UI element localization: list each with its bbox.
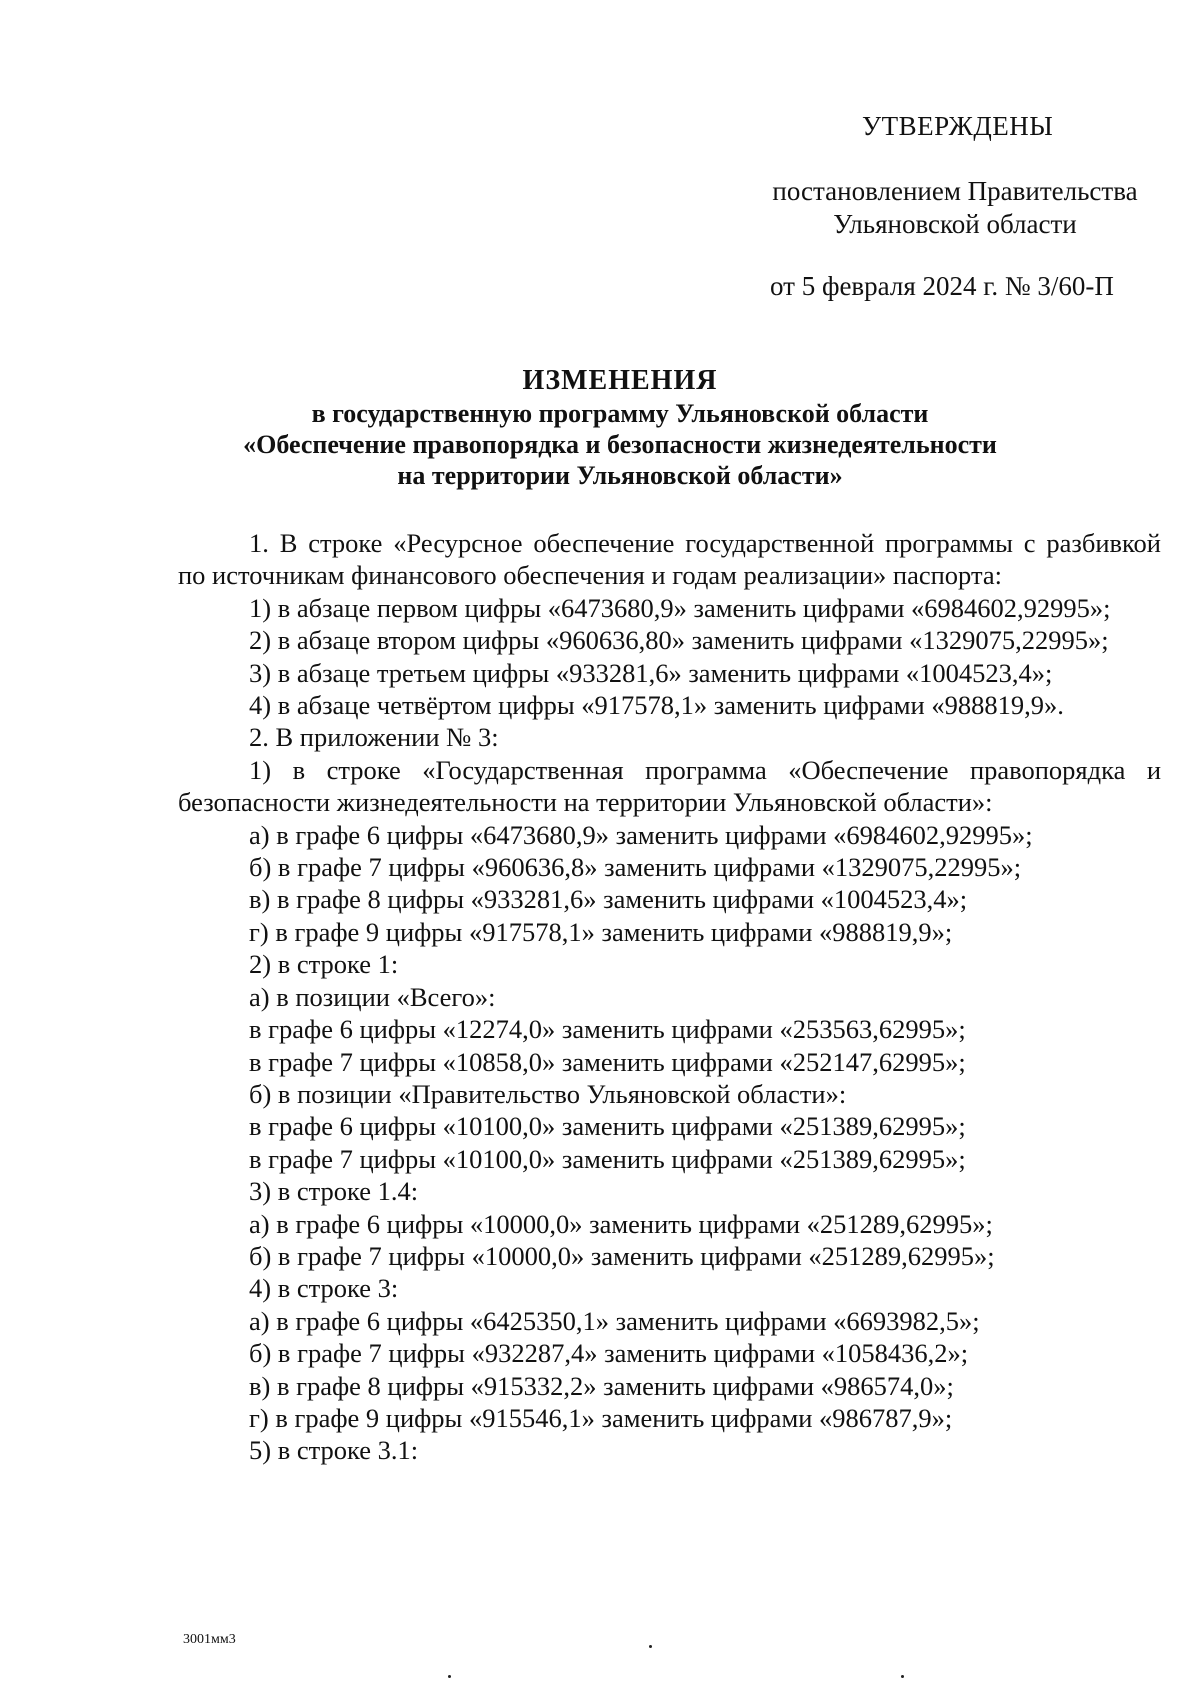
- heading-main: ИЗМЕНЕНИЯ: [522, 365, 718, 396]
- paragraph-2-item-4: 4) в строке 3:: [249, 1273, 399, 1304]
- paragraph-2-item-1a: а) в графе 6 цифры «6473680,9» заменить цифрами «6984602,92995»;: [249, 819, 1033, 850]
- paragraph-2-item-1c: в) в графе 8 цифры «933281,6» заменить цифрами «1004523,4»;: [249, 884, 968, 915]
- paragraph-2-item-2: 2) в строке 1:: [249, 949, 399, 980]
- paragraph-2-item-2a-1: в графе 6 цифры «12274,0» заменить цифрами «253563,62995»;: [249, 1014, 966, 1045]
- heading-line1: в государственную программу Ульяновской области: [311, 399, 929, 428]
- approval-date-number: от 5 февраля 2024 г. № 3/60-П: [770, 271, 1114, 301]
- paragraph-1: 1. В строке «Ресурсное обеспечение государственной программы с разбивкой по источникам финансового обеспечения и годам реализации» паспорта:: [178, 528, 1161, 591]
- paragraph-2-item-2a-2: в графе 7 цифры «10858,0» заменить цифрами «252147,62995»;: [249, 1046, 966, 1077]
- scan-speck: [901, 1675, 904, 1678]
- paragraph-2-item-1: 1) в строке «Государственная программа «Обеспечение правопорядка и безопасности жизнедеятельности на территории Ульяновской области»:: [178, 754, 1161, 818]
- approval-title: УТВЕРЖДЕНЫ: [862, 111, 1054, 141]
- paragraph-2-item-4d: г) в графе 9 цифры «915546,1» заменить цифрами «986787,9»;: [249, 1402, 953, 1433]
- scan-speck: [448, 1675, 451, 1678]
- paragraph-2-item-4b: б) в графе 7 цифры «932287,4» заменить цифрами «1058436,2»;: [249, 1338, 969, 1369]
- paragraph-2-item-3b: б) в графе 7 цифры «10000,0» заменить цифрами «251289,62995»;: [249, 1240, 995, 1271]
- paragraph-2-item-1b: б) в графе 7 цифры «960636,8» заменить цифрами «1329075,22995»;: [249, 852, 1022, 883]
- heading-line3: на территории Ульяновской области»: [397, 461, 843, 490]
- footer-document-code: 3001мм3: [183, 1632, 236, 1647]
- paragraph-2-item-2b-1: в графе 6 цифры «10100,0» заменить цифрами «251389,62995»;: [249, 1111, 966, 1142]
- scan-speck: [649, 1645, 652, 1648]
- paragraph-2-item-2a: а) в позиции «Всего»:: [249, 981, 496, 1012]
- paragraph-1-item-2: 2) в абзаце втором цифры «960636,80» заменить цифрами «1329075,22995»;: [249, 625, 1109, 656]
- approval-authority-line1: постановлением Правительства: [772, 176, 1138, 206]
- paragraph-2-item-2b: б) в позиции «Правительство Ульяновской области»:: [249, 1078, 847, 1109]
- paragraph-2-item-1d: г) в графе 9 цифры «917578,1» заменить цифрами «988819,9»;: [249, 916, 953, 947]
- paragraph-2-item-4c: в) в графе 8 цифры «915332,2» заменить цифрами «986574,0»;: [249, 1370, 954, 1401]
- approval-authority-line2: Ульяновской области: [833, 209, 1077, 239]
- document-heading: [150, 365, 1090, 491]
- paragraph-2-item-4a: а) в графе 6 цифры «6425350,1» заменить цифрами «6693982,5»;: [249, 1305, 980, 1336]
- paragraph-2-item-3: 3) в строке 1.4:: [249, 1176, 419, 1207]
- paragraph-2-item-2b-2: в графе 7 цифры «10100,0» заменить цифрами «251389,62995»;: [249, 1143, 966, 1174]
- paragraph-1-item-3: 3) в абзаце третьем цифры «933281,6» заменить цифрами «1004523,4»;: [249, 657, 1053, 688]
- paragraph-1-item-4: 4) в абзаце четвёртом цифры «917578,1» заменить цифрами «988819,9».: [249, 690, 1064, 721]
- document-body: [178, 527, 1161, 1467]
- paragraph-2-item-5: 5) в строке 3.1:: [249, 1435, 419, 1466]
- heading-line2: «Обеспечение правопорядка и безопасности жизнедеятельности: [243, 430, 997, 459]
- paragraph-2-item-3a: а) в графе 6 цифры «10000,0» заменить цифрами «251289,62995»;: [249, 1208, 993, 1239]
- paragraph-1-item-1: 1) в абзаце первом цифры «6473680,9» заменить цифрами «6984602,92995»;: [249, 592, 1111, 623]
- paragraph-2: 2. В приложении № 3:: [249, 722, 499, 753]
